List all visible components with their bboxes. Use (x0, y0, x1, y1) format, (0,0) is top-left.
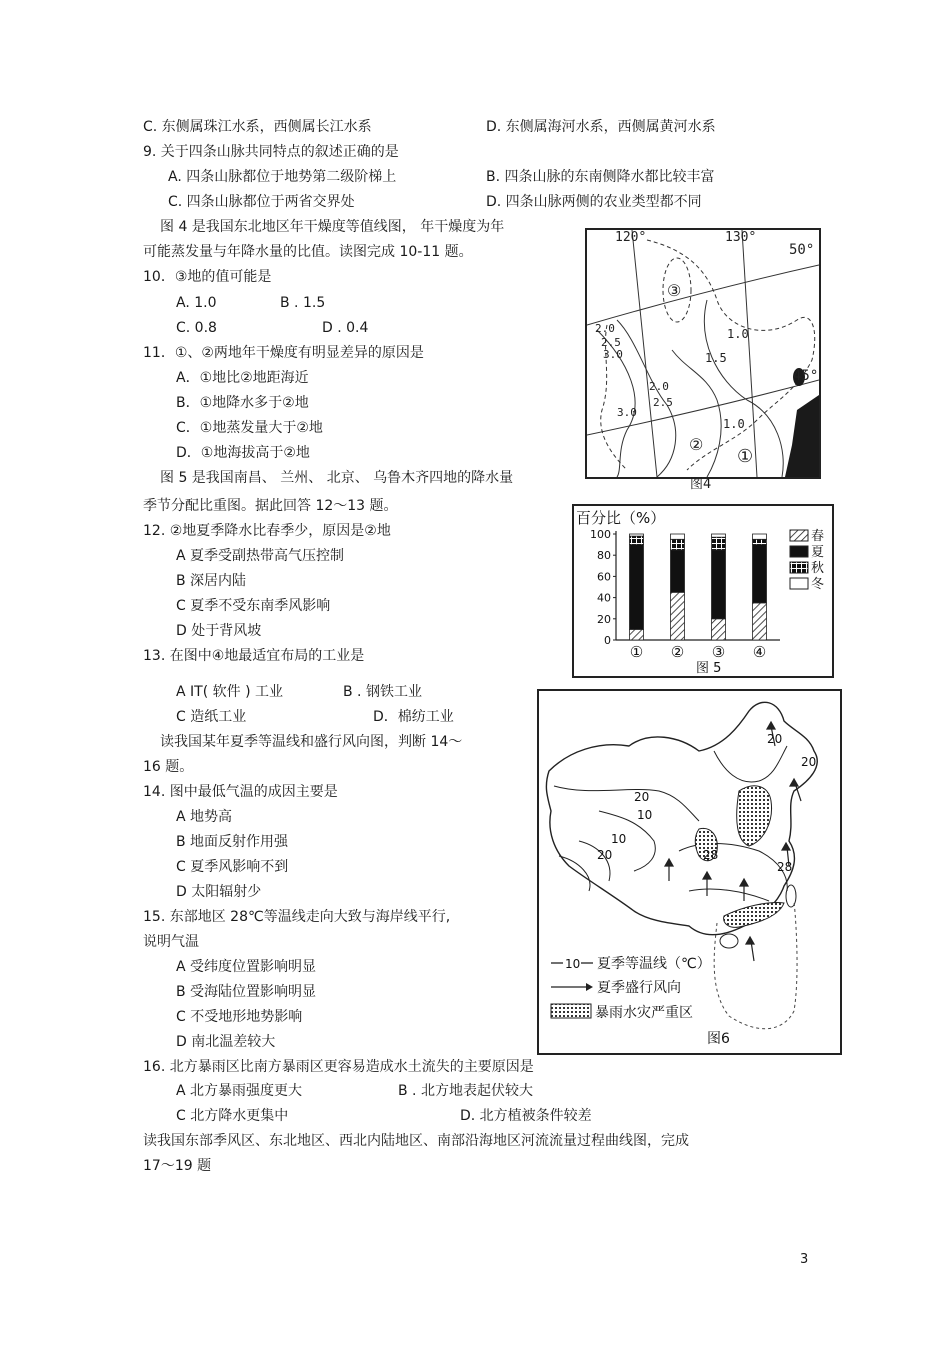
fig5-bar-秋-4 (753, 539, 767, 544)
fig6-legend-isotherm: 夏季等温线（℃） (597, 956, 711, 972)
fig5-legend-autumn-swatch (790, 562, 808, 573)
question-15-cont: 说明气温 (143, 934, 199, 950)
fig5-ytick-label: 60 (597, 570, 611, 584)
option-12d: D 处于背风坡 (176, 623, 262, 639)
fig4-lat-50: 50° (789, 242, 815, 258)
fig5-category-label: ④ (752, 643, 767, 661)
fig4-contour-label: 2.5 (653, 396, 673, 409)
question-15: 15. 东部地区 28℃等温线走向大致与海岸线平行, (143, 909, 451, 925)
fig5-bar-春-2 (671, 592, 685, 640)
option-11d: D．①地海拔高于②地 (176, 445, 310, 461)
fig6-legend-sample: 10 (565, 957, 581, 971)
fig5-ytick-label: 0 (604, 634, 611, 647)
fig6-legend-wind: 夏季盛行风向 (597, 980, 681, 996)
fig4-lon-120: 120° (615, 230, 647, 245)
fig7-intro-2: 17～19 题 (143, 1158, 212, 1174)
option-14b: B 地面反射作用强 (176, 834, 289, 850)
option-8c: C. 东侧属珠江水系，西侧属长江水系 (143, 119, 372, 135)
fig5-ytick-label: 20 (597, 612, 611, 626)
fig4-contour-label: 1.0 (727, 327, 749, 341)
page-number: 3 (800, 1252, 809, 1267)
question-16: 16. 北方暴雨区比南方暴雨区更容易造成水土流失的主要原因是 (143, 1059, 534, 1075)
fig4-intro-2: 可能蒸发量与年降水量的比值。读图完成 10-11 题。 (143, 244, 473, 260)
question-12: 12. ②地夏季降水比春季少，原因是②地 (143, 523, 391, 539)
option-16d: D. 北方植被条件较差 (460, 1108, 592, 1124)
option-14d: D 太阳辐射少 (176, 884, 262, 900)
fig6-isotherm-label: 20 (597, 848, 613, 862)
option-13a: A IT( 软件 ) 工业 (176, 684, 283, 700)
option-9c: C. 四条山脉都位于两省交界处 (168, 194, 355, 210)
fig5-category-label: ③ (711, 643, 726, 661)
option-14c: C 夏季风影响不到 (176, 859, 289, 875)
option-15b: B 受海陆位置影响明显 (176, 984, 317, 1000)
fig6-isotherm-label: 20 (767, 732, 783, 746)
fig6-legend-rain-swatch (551, 1004, 591, 1018)
fig4-contour-label: 2.5 (601, 336, 621, 349)
option-12a: A 夏季受副热带高气压控制 (176, 548, 345, 564)
fig5-legend-summer-swatch (790, 546, 808, 557)
fig6-isotherm-label: 20 (801, 755, 817, 769)
fig5-ytick-label: 80 (597, 549, 611, 563)
fig5-bar-冬-1 (630, 534, 644, 536)
option-16a: A 北方暴雨强度更大 (176, 1083, 303, 1099)
fig4-caption: 图4 (690, 477, 712, 492)
fig6-isotherm-label: 10 (611, 832, 627, 846)
fig5-legend-spring: 春 (811, 529, 825, 544)
question-10: 10．③地的值可能是 (143, 269, 272, 285)
fig5-title: 百分比（%） (576, 509, 666, 527)
fig4-contour-label: 2.0 (595, 322, 615, 335)
option-10c: C. 0.8 (176, 320, 217, 336)
fig5-legend-winter: 冬 (811, 577, 825, 592)
option-11b: B．①地降水多于②地 (176, 395, 309, 411)
option-15a: A 受纬度位置影响明显 (176, 959, 317, 975)
fig5-bar-秋-1 (630, 536, 644, 544)
fig5-category-label: ① (629, 643, 644, 661)
fig5-legend-spring-swatch (790, 530, 808, 541)
option-10d: D . 0.4 (322, 320, 369, 336)
fig5-bar-春-1 (630, 629, 644, 640)
fig6-caption: 图6 (707, 1031, 730, 1047)
rain-zone-north (737, 786, 772, 846)
fig5-bar-冬-2 (671, 534, 685, 539)
fig5-bar-冬-4 (753, 534, 767, 539)
option-10b: B . 1.5 (280, 295, 326, 311)
fig4-point-2: ② (689, 435, 704, 454)
option-9d: D. 四条山脉两侧的农业类型都不同 (486, 194, 702, 210)
fig5-bar-冬-3 (712, 534, 726, 537)
option-12b: B 深居内陆 (176, 573, 247, 589)
fig6-isotherm-label: 28 (777, 860, 793, 874)
fig6-isotherm-label: 28 (703, 848, 719, 862)
option-16b: B . 北方地表起伏较大 (398, 1083, 533, 1099)
question-9: 9. 关于四条山脉共同特点的叙述正确的是 (143, 144, 399, 160)
option-13d: D．棉纺工业 (373, 709, 454, 725)
fig5-category-label: ② (670, 643, 685, 661)
fig5-bar-春-3 (712, 619, 726, 640)
fig4-contour-label: 1.5 (705, 351, 727, 365)
fig5-bar-秋-3 (712, 537, 726, 550)
option-12c: C 夏季不受东南季风影响 (176, 598, 331, 614)
fig6-intro-2: 16 题。 (143, 759, 194, 775)
fig4-contour-label: 2.0 (649, 380, 669, 393)
option-10a: A. 1.0 (176, 295, 217, 311)
fig4-contour-label: 1.0 (723, 417, 745, 431)
fig5-legend-summer: 夏 (811, 545, 825, 560)
fig5-bar-夏-2 (671, 550, 685, 592)
fig4-intro-1: 图 4 是我国东北地区年干燥度等值线图， 年干燥度为年 (160, 219, 505, 235)
fig5-bar-夏-1 (630, 545, 644, 630)
option-9b: B. 四条山脉的东南侧降水都比较丰富 (486, 169, 715, 185)
fig5-ytick-label: 40 (597, 591, 611, 605)
fig6-intro-1: 读我国某年夏季等温线和盛行风向图，判断 14～ (160, 734, 463, 750)
option-15c: C 不受地形地势影响 (176, 1009, 303, 1025)
fig4-lat-45: 45° (793, 368, 819, 384)
fig6-legend-rain: 暴雨水灾严重区 (595, 1005, 693, 1021)
option-16c: C 北方降水更集中 (176, 1108, 289, 1124)
fig5-bar-春-4 (753, 603, 767, 640)
option-9a: A. 四条山脉都位于地势第二级阶梯上 (168, 169, 397, 185)
fig4-contour-label: 3.0 (617, 406, 637, 419)
question-13: 13. 在图中④地最适宜布局的工业是 (143, 648, 365, 664)
rain-zone-south (724, 903, 784, 928)
fig5-legend-autumn: 秋 (811, 561, 825, 576)
option-13c: C 造纸工业 (176, 709, 247, 725)
fig5-legend-winter-swatch (790, 578, 808, 589)
option-14a: A 地势高 (176, 809, 233, 825)
fig5-bar-夏-3 (712, 550, 726, 619)
fig5-bar-夏-4 (753, 545, 767, 603)
question-14: 14. 图中最低气温的成因主要是 (143, 784, 338, 800)
fig4-lon-130: 130° (725, 230, 757, 245)
fig5-ytick-label: 100 (590, 528, 611, 541)
fig6-isotherm-label: 10 (637, 808, 653, 822)
option-11a: A．①地比②地距海近 (176, 370, 309, 386)
option-8d: D. 东侧属海河水系，西侧属黄河水系 (486, 119, 716, 135)
fig5-intro-1: 图 5 是我国南昌、 兰州、 北京、 乌鲁木齐四地的降水量 (160, 470, 514, 486)
fig5-caption: 图 5 (696, 661, 722, 676)
fig5-bar-秋-2 (671, 539, 685, 550)
option-15d: D 南北温差较大 (176, 1034, 276, 1050)
figure-5-chart (572, 504, 834, 678)
fig4-point-3: ③ (667, 281, 682, 300)
question-11: 11．①、②两地年干燥度有明显差异的原因是 (143, 345, 424, 361)
fig4-contour-label: 3.0 (603, 348, 623, 361)
option-11c: C．①地蒸发量大于②地 (176, 420, 323, 436)
fig4-point-1: ① (737, 446, 754, 467)
fig7-intro-1: 读我国东部季风区、东北地区、西北内陆地区、南部沿海地区河流流量过程曲线图，完成 (143, 1133, 689, 1149)
figure-4-map (585, 228, 821, 479)
fig5-intro-2: 季节分配比重图。据此回答 12～13 题。 (143, 498, 398, 514)
option-13b: B . 钢铁工业 (343, 684, 422, 700)
figure-6-map (537, 689, 842, 1055)
fig6-isotherm-label: 20 (634, 790, 650, 804)
